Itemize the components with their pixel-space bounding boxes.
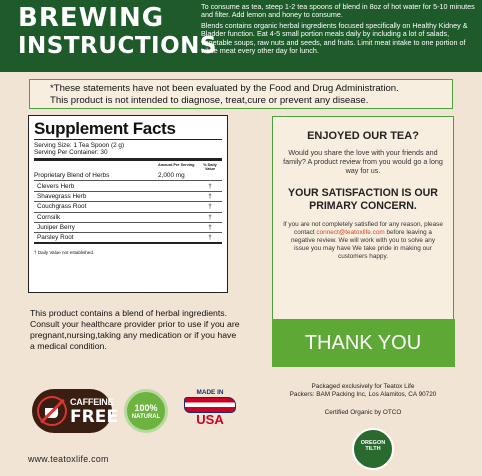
- ingredient-name: Juniper Berry: [37, 224, 76, 232]
- ingredient-dv: †: [208, 213, 212, 221]
- supplement-facts-panel: [28, 115, 228, 293]
- contact-email-link[interactable]: connect@teatoxlife.com: [316, 229, 385, 236]
- ingredient-dv: †: [208, 234, 212, 242]
- fda-notice-line1: *These statements have not been evaluated by the Food and Drug Administration.: [50, 83, 399, 94]
- satisfaction-body: [283, 221, 443, 261]
- natural-percent: 100%: [134, 403, 158, 413]
- serving-size: Serving Size: 1 Tea Spoon (2 g): [34, 139, 222, 149]
- brewing-title-line2: INSTRUCTIONS: [18, 33, 217, 59]
- brewing-title: [18, 4, 217, 60]
- made-in-usa-badge: [180, 389, 240, 433]
- satisfaction-title: YOUR SATISFACTION IS OUR PRIMARY CONCERN.: [288, 187, 438, 212]
- supplement-facts-title: Supplement Facts: [34, 119, 176, 138]
- packaging-info: [272, 383, 454, 417]
- brewing-text: [201, 3, 476, 55]
- satisfaction-body-before: If you are not completely satisfied for any reason, please contact: [283, 221, 443, 236]
- ingredient-dv: †: [208, 224, 212, 232]
- satisfaction-body-after: before leaving a negative review. We will work with you to solve any issue you may have We take pride in making our customers happy.: [290, 229, 436, 260]
- enjoyed-title: ENJOYED OUR TEA?: [307, 130, 419, 142]
- badges: [32, 389, 246, 439]
- oregon-label: OREGON: [360, 440, 386, 446]
- ingredient-name: Shavegrass Herb: [37, 192, 87, 200]
- ingredient-row: [34, 181, 222, 191]
- natural-label: NATURAL: [131, 414, 161, 420]
- brewing-instructions: To consume as tea, steep 1-2 tea spoons of blend in 8oz of hot water for 5-10 minutes and filter. Add lemon and honey to consume.: [201, 2, 475, 20]
- health-disclaimer: This product contains a blend of herbal ingredients. Consult your healthcare provider prior to use if you are pregnant,nursing,taking any medication or if you have a medical condition.: [30, 308, 240, 351]
- packers: Packers: BAM Packing Inc, Los Alamitos, CA 90720: [289, 391, 437, 398]
- caffeine-free-badge: [32, 389, 118, 433]
- natural-badge: [124, 389, 168, 433]
- facts-column-headers: [34, 161, 222, 171]
- col-amount: Amount Per Serving: [158, 163, 195, 167]
- certified-organic: Certified Organic by OTCO: [324, 409, 402, 416]
- website-url[interactable]: www.teatoxlife.com: [28, 454, 109, 464]
- free-label: FREE: [70, 407, 118, 427]
- fda-notice-line2: This product is not intended to diagnose, treat,cure or prevent any disease.: [50, 95, 369, 106]
- ingredient-name: Couchgrass Root: [37, 203, 87, 211]
- blend-name: Proprietary Blend of Herbs: [34, 172, 110, 180]
- ingredient-row: [34, 192, 222, 202]
- brewing-header: [0, 0, 482, 72]
- blend-row: [34, 171, 222, 181]
- ingredient-row: [34, 202, 222, 212]
- ingredient-row: [34, 233, 222, 243]
- enjoyed-body: Would you share the love with your friends and family? A product review from you would go a long way for us.: [283, 148, 443, 175]
- ingredient-name: Parsley Root: [37, 234, 74, 242]
- no-coffee-icon: [37, 396, 67, 426]
- ingredient-dv: †: [208, 192, 212, 200]
- ingredient-name: Clevers Herb: [37, 182, 75, 190]
- packaged-for: Packaged exclusively for Teatox Life: [311, 383, 415, 390]
- ingredient-row: [34, 213, 222, 223]
- ingredient-dv: †: [208, 182, 212, 190]
- facts-footnote: † Daily Value not established.: [34, 249, 95, 255]
- fda-notice: [29, 79, 453, 109]
- col-daily-value: % Daily Value: [203, 163, 217, 171]
- tilth-label: TILTH: [365, 446, 381, 452]
- usa-map-icon: [184, 397, 236, 413]
- ingredient-dv: †: [208, 203, 212, 211]
- thank-you-banner: THANK YOU: [272, 319, 455, 367]
- review-panel: [272, 116, 454, 366]
- oregon-tilth-badge: [352, 428, 394, 470]
- caffeine-label: CAFFEINE: [70, 397, 114, 407]
- brewing-title-line1: BREWING: [18, 3, 165, 33]
- made-in-label: MADE IN: [196, 389, 224, 396]
- blend-amount: 2,000 mg: [158, 172, 185, 180]
- blend-info: Blends contains organic herbal ingredients focused specifically on Healthy Kidney & Bladder function. Eat 4-5 small portion meals daily by including a lot of salads, vegetable soups, raw nuts and seeds, and fruits. Limit meat intake to one portion of white meat every other day for lunch.: [201, 20, 468, 56]
- ingredient-name: Cornsilk: [37, 213, 61, 221]
- ingredient-row: [34, 223, 222, 233]
- usa-label: USA: [196, 412, 224, 427]
- servings-per-container: Serving Per Container: 30: [34, 149, 108, 156]
